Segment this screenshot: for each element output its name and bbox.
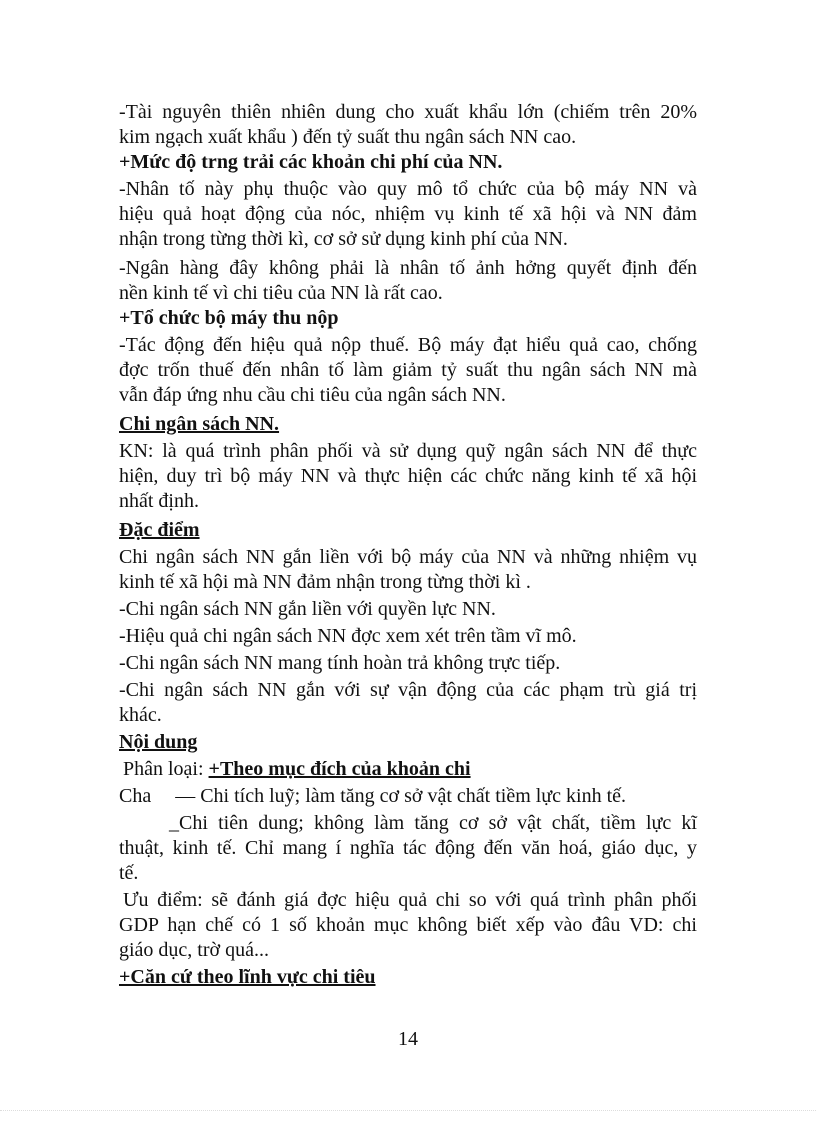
text-line: kinh tế xã hội mà NN đảm nhận trong từng thời kì . (119, 571, 531, 593)
text-line: nền kinh tế vì chi tiêu của NN là rất cao. (119, 282, 443, 304)
section-heading: +Căn cứ theo lĩnh vực chi tiêu (119, 966, 376, 988)
text-line: -Nhân tố này phụ thuộc vào quy mô tổ chức của bộ máy NN và (119, 178, 697, 200)
text-fragment: Cha (119, 785, 152, 807)
section-heading: Chi ngân sách NN. (119, 413, 280, 435)
classification-label: Phân loại: (123, 758, 209, 780)
text-line: hiệu quả hoạt động của nóc, nhiệm vụ kinh tế xã hội và NN đảm (119, 203, 697, 225)
page-bottom-rule (0, 1110, 816, 1111)
section-heading: Đặc điểm (119, 519, 200, 541)
text-line: giáo dục, trờ quá... (119, 939, 269, 961)
text-line: -Chi ngân sách NN mang tính hoàn trả không trực tiếp. (119, 652, 561, 674)
text-line: Chi ngân sách NN gắn liền với bộ máy của NN và những nhiệm vụ (119, 546, 697, 568)
text-line: vẫn đáp ứng nhu cầu chi tiêu của ngân sách NN. (119, 384, 506, 406)
section-heading: +Mức độ trng trải các khoản chi phí của NN. (119, 151, 503, 173)
text-line: đợc trốn thuế đến nhân tố làm giảm tỷ suất thu ngân sách NN mà (119, 359, 697, 381)
text-line: -Ngân hàng đây không phải là nhân tố ảnh hởng quyết định đến (119, 257, 697, 279)
text-line: nhất định. (119, 490, 199, 512)
text-line: Ưu điểm: sẽ đánh giá đợc hiệu quả chi so với quá trình phân phối (123, 889, 697, 911)
classification-line (119, 757, 697, 782)
text-line: -Tác động đến hiệu quả nộp thuế. Bộ máy đạt hiểu quả cao, chống (119, 334, 697, 356)
text-line: -Hiệu quả chi ngân sách NN đợc xem xét trên tầm vĩ mô. (119, 625, 577, 647)
text-line (119, 784, 697, 809)
text-line: nhận trong từng thời kì, cơ sở sử dụng kinh phí của NN. (119, 228, 568, 250)
text-line: -Chi ngân sách NN gắn liền với quyền lực NN. (119, 598, 496, 620)
page-number: 14 (398, 1028, 418, 1050)
text-line: -Chi ngân sách NN gắn với sự vận động của các phạm trù giá trị (119, 679, 697, 701)
text-line: GDP hạn chế có 1 số khoản mục không biết xếp vào đâu VD: chi (119, 914, 697, 936)
text-fragment: — Chi tích luỹ; làm tăng cơ sở vật chất tiềm lực kinh tế. (175, 785, 627, 807)
text-line: kim ngạch xuất khẩu ) đến tỷ suất thu ngân sách NN cao. (119, 126, 577, 148)
text-line: _Chi tiên dung; không làm tăng cơ sở vật chất, tiềm lực kĩ (169, 812, 697, 834)
text-line: -Tài nguyên thiên nhiên dung cho xuất khẩu lớn (chiếm trên 20% (119, 101, 697, 123)
text-line: tế. (119, 862, 139, 884)
text-line: thuật, kinh tế. Chỉ mang í nghĩa tác động đến văn hoá, giáo dục, y (119, 837, 697, 859)
section-heading: +Tổ chức bộ máy thu nộp (119, 307, 339, 329)
text-line: khác. (119, 704, 162, 726)
text-line: KN: là quá trình phân phối và sử dụng quỹ ngân sách NN để thực (119, 440, 697, 462)
section-heading: Nội dung (119, 731, 198, 753)
document-body (119, 100, 697, 990)
classification-heading: +Theo mục đích của khoản chi (208, 758, 471, 780)
text-line: hiện, duy trì bộ máy NN và thực hiện các chức năng kinh tế xã hội (119, 465, 697, 487)
